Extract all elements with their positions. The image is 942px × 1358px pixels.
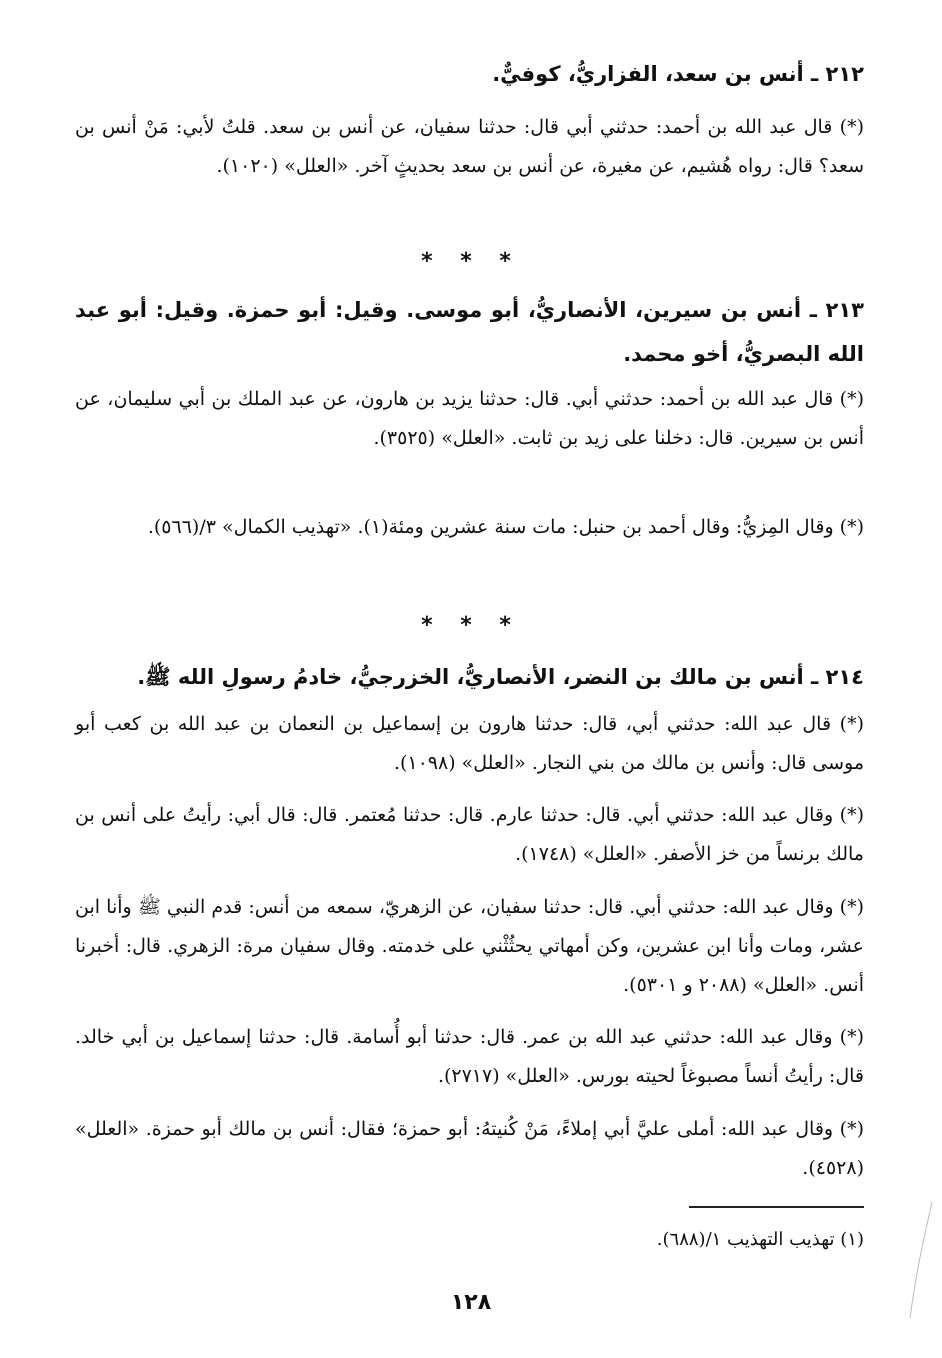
section-separator: * * *	[421, 613, 521, 638]
entry-213-heading: ٢١٣ ـ أنس بن سيرين، الأنصاريُّ، أبو موسى. وقيل: أبو حمزة. وقيل: أبو عبد الله البصريُّ، أخو محمد.	[75, 298, 864, 366]
entry-214-paragraph-1: (*) قال عبد الله: حدثني أبي، قال: حدثنا هارون بن إسماعيل بن النعمان بن عبد الله بن كعب أبو موسى قال: وأنس بن مالك من بني النجار. «العلل» (١٠٩٨).	[75, 713, 864, 774]
footnote-rule	[689, 1206, 864, 1208]
section-separator: * * *	[421, 249, 521, 274]
entry-213-paragraph-2: (*) وقال المِزيُّ: وقال أحمد بن حنبل: مات سنة عشرين ومئة(١). «تهذيب الكمال» ٣/(٥٦٦).	[147, 516, 864, 538]
entry-213-paragraph-1: (*) قال عبد الله بن أحمد: حدثني أبي. قال: حدثنا يزيد بن هارون، عن عبد الملك بن أبي سليمان، عن أنس بن سيرين. قال: دخلنا على زيد بن ثابت. «العلل» (٣٥٢٥).	[75, 388, 864, 449]
scan-edge-mark	[906, 1200, 936, 1320]
entry-214-paragraph-2: (*) وقال عبد الله: حدثني أبي. قال: حدثنا عارم. قال: حدثنا مُعتمر. قال: قال أبي: رأيتُ على أنس بن مالك برنساً من خز الأصفر. «العلل» (١٧٤٨).	[75, 804, 864, 865]
entry-212-paragraph: (*) قال عبد الله بن أحمد: حدثني أبي قال: حدثنا سفيان، عن أنس بن سعد. قلتُ لأبي: مَنْ أنس بن سعد؟ قال: رواه هُشيم، عن مغيرة، عن أنس بن سعد بحديثٍ آخر. «العلل» (١٠٢٠).	[75, 116, 864, 177]
entry-214-paragraph-3: (*) وقال عبد الله: حدثني أبي. قال: حدثنا سفيان، عن الزهريّ، سمعه من أنس: قدم النبي ﷺ وأنا ابن عشر، ومات وأنا ابن عشرين، وكن أمهاتي يحثُثْني على خدمته. وقال سفيان مرة: الزهري. قال: أخبرنا أنس. «العلل» (٢٠٨٨ و ٥٣٠١).	[75, 896, 864, 996]
entry-214-heading: ٢١٤ ـ أنس بن مالك بن النضر، الأنصاريُّ، الخزرجيُّ، خادمُ رسولِ الله ﷺ.	[137, 665, 864, 689]
entry-214-paragraph-5: (*) وقال عبد الله: أملى عليَّ أبي إملاءً، مَنْ كُنيتهُ: أبو حمزة؛ فقال: أنس بن مالك أبو حمزة. «العلل» (٤٥٢٨).	[75, 1118, 864, 1179]
footnote: (١) تهذيب التهذيب ١/(٦٨٨).	[656, 1229, 864, 1250]
page-number: ١٢٨	[450, 1290, 492, 1315]
entry-212-heading: ٢١٢ ـ أنس بن سعد، الفزاريُّ، كوفيٌّ.	[492, 62, 864, 86]
entry-214-paragraph-4: (*) وقال عبد الله: حدثني عبد الله بن عمر. قال: حدثنا أبو أُسامة. قال: حدثنا إسماعيل بن أبي خالد. قال: رأيتُ أنساً مصبوغاً لحيته بورس. «العلل» (٢٧١٧).	[75, 1026, 864, 1087]
